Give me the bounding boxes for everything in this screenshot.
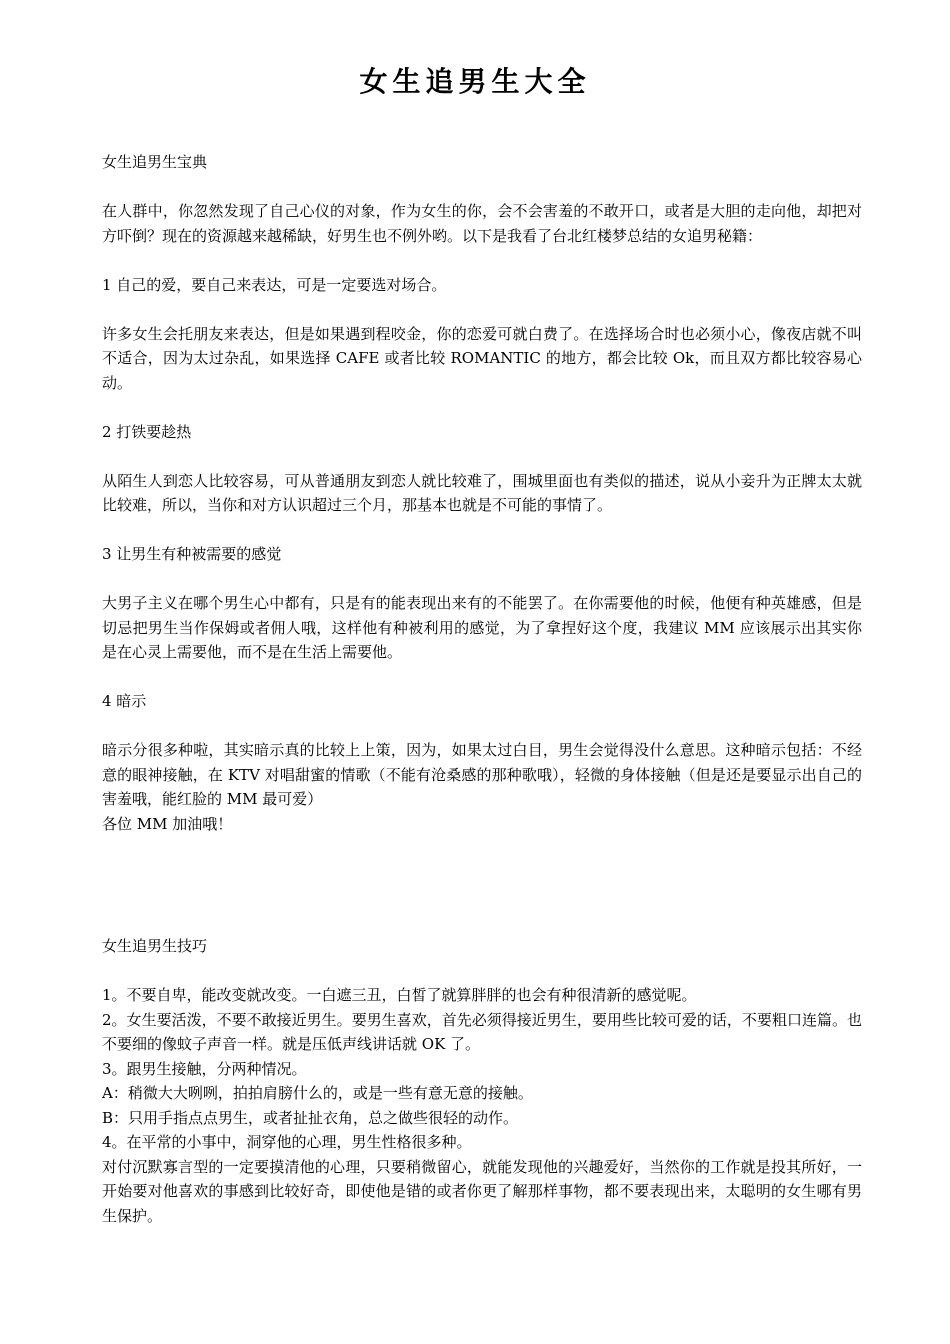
point-body: 暗示分很多种啦，其实暗示真的比较上上策，因为，如果太过白目，男生会觉得没什么意思。这种暗示包括：不经意的眼神接触，在 KTV 对唱甜蜜的情歌（不能有沧桑感的那种歌哦），轻微的身体接触（但是还是要显示出自己的害羞哦，能红脸的 MM 最可爱）: [102, 741, 862, 808]
section-heading: 女生追男生宝典: [102, 153, 208, 171]
point-heading: 4 暗示: [102, 692, 147, 710]
point-body: 从陌生人到恋人比较容易，可从普通朋友到恋人就比较难了，围城里面也有类似的描述，说从小妾升为正牌太太就比较难，所以，当你和对方认识超过三个月，那基本也就是不可能的事情了。: [102, 471, 862, 514]
section-heading: 女生追男生技巧: [102, 937, 208, 955]
point-heading: 3 让男生有种被需要的感觉: [102, 545, 282, 563]
tip-line: 对付沉默寡言型的一定要摸清他的心理，只要稍微留心，就能发现他的兴趣爱好，当然你的工作就是投其所好，一开始要对他喜欢的事感到比较好奇，即使他是错的或者你更了解那样事物，都不要表现出来，太聪明的女生哪有男生保护。: [102, 1157, 862, 1225]
point-heading: 2 打铁要趁热: [102, 422, 192, 441]
tip-line: 4。在平常的小事中，洞穿他的心理，男生性格很多种。: [102, 1133, 472, 1151]
point-heading: 1 自己的爱，要自己来表达，可是一定要选对场合。: [102, 275, 447, 294]
intro-paragraph: 在人群中，你忽然发现了自己心仪的对象，作为女生的你，会不会害羞的不敢开口，或者是大胆的走向他，却把对方吓倒？现在的资源越来越稀缺，好男生也不例外哟。以下是我看了台北红楼梦总结的女追男秘籍：: [102, 202, 862, 245]
point-body: 大男子主义在哪个男生心中都有，只是有的能表现出来有的不能罢了。在你需要他的时候，他便有种英雄感，但是切忌把男生当作保姆或者佣人哦，这样他有种被利用的感觉，为了拿捏好这个度，我建议 MM 应该展示出其实你是在心灵上需要他，而不是在生活上需要他。: [102, 594, 862, 661]
tip-line: A：稍微大大咧咧，拍拍肩膀什么的，或是一些有意无意的接触。: [102, 1084, 533, 1102]
tip-line: 2。女生要活泼，不要不敢接近男生。要男生喜欢，首先必须得接近男生，要用些比较可爱的话，不要粗口连篇。也不要细的像蚊子声音一样。就是压低声线讲话就 OK 了。: [102, 1010, 862, 1053]
document-title: 女生追男生大全: [359, 65, 591, 98]
tip-line: 3。跟男生接触，分两种情况。: [102, 1059, 307, 1078]
point-body: 许多女生会托朋友来表达，但是如果遇到程咬金，你的恋爱可就白费了。在选择场合时也必须小心，像夜店就不叫不适合，因为太过杂乱，如果选择 CAFE 或者比较 ROMANTIC 的地方，都会比较 Ok，而且双方都比较容易心动。: [102, 324, 862, 392]
tip-line: B：只用手指点点男生，或者扯扯衣角，总之做些很轻的动作。: [102, 1108, 519, 1127]
document-body: [102, 150, 862, 1228]
tip-line: 1。不要自卑，能改变就改变。一白遮三丑，白皙了就算胖胖的也会有种很清新的感觉呢。: [102, 986, 697, 1004]
closing-line: 各位 MM 加油哦！: [102, 814, 233, 833]
